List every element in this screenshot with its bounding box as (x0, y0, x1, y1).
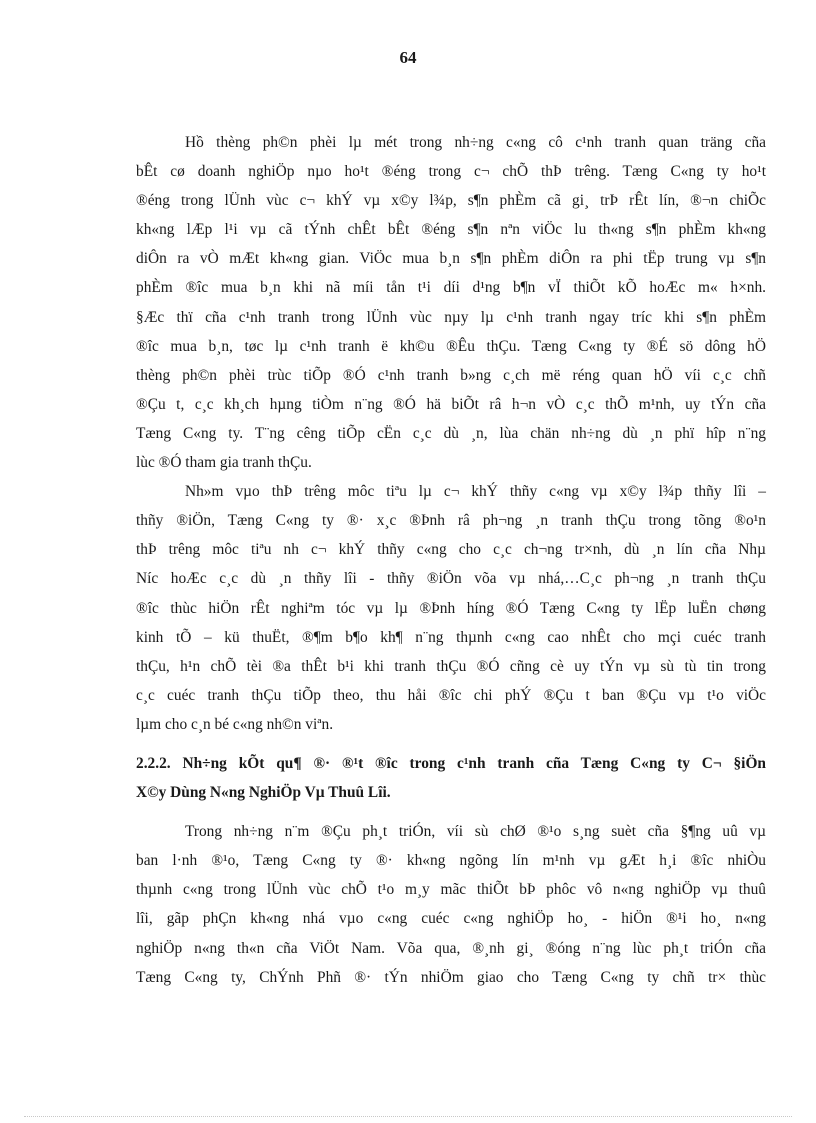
text-line: lîi, gãp phÇn kh«ng nhá vµo c«ng cuéc c«ng nghiÖp ho¸ - hiÖn ®¹i ho¸ n«ng (136, 910, 766, 928)
text-line: lùc ®Ó tham gia tranh thÇu. (136, 454, 312, 472)
text-line: c¸c cuéc tranh thÇu tiÕp theo, thu håi ®îc chi phÝ ®Çu t ban ®Çu vµ t¹o viÖc (136, 686, 766, 704)
paragraph-spacer (136, 739, 766, 749)
text-line: Hồ thèng ph©n phèi lµ mét trong nh÷ng c«ng cô c¹nh tranh quan träng cña (185, 134, 766, 151)
text-line: thÇu, h¹n chÕ tèi ®a thÊt b¹i khi tranh thÇu ®Ó cñng cè uy tÝn vµ sù tù tin trong (136, 657, 766, 675)
paragraph-1 (136, 128, 766, 477)
body-text (136, 128, 766, 992)
text-line: bÊt cø doanh nghiÖp nµo ho¹t ®éng trong c¬ chÕ thÞ trêng. Tæng C«ng ty ho¹t (136, 163, 766, 181)
page-bottom-rule (24, 1116, 792, 1117)
text-line: thèng ph©n phèi trùc tiÕp ®Ó c¹nh tranh b»ng c¸ch më réng quan hÖ víi c¸c chñ (136, 366, 766, 384)
paragraph-3 (136, 817, 766, 992)
heading-line: 2.2.2. Nh÷ng kÕt qu¶ ®· ®¹t ®îc trong c¹nh tranh cña Tæng C«ng ty C¬ §iÖn (136, 754, 766, 772)
text-line: ®Çu t, c¸c kh¸ch hµng tiÒm n¨ng ®Ó hä biÕt râ h¬n vÒ c¸c thÕ m¹nh, uy tÝn cña (136, 395, 766, 413)
text-line: Nh»m vµo thÞ trêng môc tiªu lµ c¬ khÝ thñy c«ng vµ x©y l¾p thñy lîi – (185, 483, 766, 501)
text-line: ban l·nh ®¹o, Tæng C«ng ty ®· kh«ng ngõng lín m¹nh vµ gÆt h¸i ®îc nhiÒu (136, 852, 766, 870)
text-line: thµnh c«ng trong lÜnh vùc chÕ t¹o m¸y mãc thiÕt bÞ phôc vô n«ng nghiÖp vµ thuû (136, 881, 766, 899)
text-line: Trong nh÷ng n¨m ®Çu ph¸t triÓn, víi sù chØ ®¹o s¸ng suèt cña §¶ng uû vµ (185, 823, 766, 841)
section-heading (136, 749, 766, 807)
text-line: ®éng trong lÜnh vùc c¬ khÝ vµ x©y l¾p, s¶n phÈm cã gi¸ trÞ rÊt lín, ®¬n chiÕc (136, 192, 766, 210)
text-line: kinh tÕ – kü thuËt, ®¶m b¶o kh¶ n¨ng thµnh c«ng cao nhÊt cho mçi cuéc tranh (136, 628, 766, 646)
text-line: diÔn ra vÒ mÆt kh«ng gian. ViÖc mua b¸n s¶n phÈm diÔn ra phi tËp trung vµ s¶n (136, 250, 766, 268)
text-line: Níc hoÆc c¸c dù ¸n thñy lîi - thñy ®iÖn võa vµ nhá,…C¸c ph¬ng ¸n tranh thÇu (136, 570, 766, 588)
text-line: lµm cho c¸n bé c«ng nh©n viªn. (136, 715, 334, 733)
text-line: thñy ®iÖn, Tæng C«ng ty ®· x¸c ®Þnh râ ph¬ng ¸n tranh thÇu trong tõng ®o¹n (136, 512, 766, 530)
text-line: Tæng C«ng ty, ChÝnh Phñ ®· tÝn nhiÖm giao cho Tæng C«ng ty chñ tr× thùc (136, 968, 766, 986)
text-line: Tæng C«ng ty. T¨ng cêng tiÕp cËn c¸c dù ¸n, lùa chän nh÷ng dù ¸n phï hîp n¨ng (136, 424, 766, 442)
text-line: §Æc thï cña c¹nh tranh trong lÜnh vùc nµy lµ c¹nh tranh ngay tríc khi s¶n phÈm (136, 308, 766, 326)
heading-line: X©y Dùng N«ng NghiÖp Vµ Thuû Lîi. (136, 784, 391, 802)
text-line: ®îc thùc hiÖn rÊt nghiªm tóc vµ lµ ®Þnh híng ®Ó Tæng C«ng ty lËp luËn chøng (136, 599, 766, 617)
text-line: thÞ trêng môc tiªu nh c¬ khÝ thñy c«ng cho c¸c ch¬ng tr×nh, dù ¸n lín cña Nhµ (136, 541, 766, 559)
paragraph-spacer (136, 807, 766, 817)
text-line: kh«ng lÆp l¹i vµ cã tÝnh chÊt bÊt ®éng s¶n nªn viÖc lu th«ng s¶n phÈm kh«ng (136, 221, 766, 239)
text-line: phÈm ®îc mua b¸n khi nã míi tån t¹i díi d¹ng b¶n vÏ thiÕt kÕ hoÆc m« h×nh. (136, 279, 766, 297)
text-line: ®îc mua b¸n, tøc lµ c¹nh tranh ë kh©u ®Êu thÇu. Tæng C«ng ty ®É sö dông hÖ (136, 337, 766, 355)
page-number: 64 (399, 48, 417, 67)
text-line: nghiÖp n«ng th«n cña ViÖt Nam. Võa qua, ®¸nh gi¸ ®óng n¨ng lùc ph¸t triÓn cña (136, 939, 766, 957)
paragraph-2 (136, 477, 766, 739)
